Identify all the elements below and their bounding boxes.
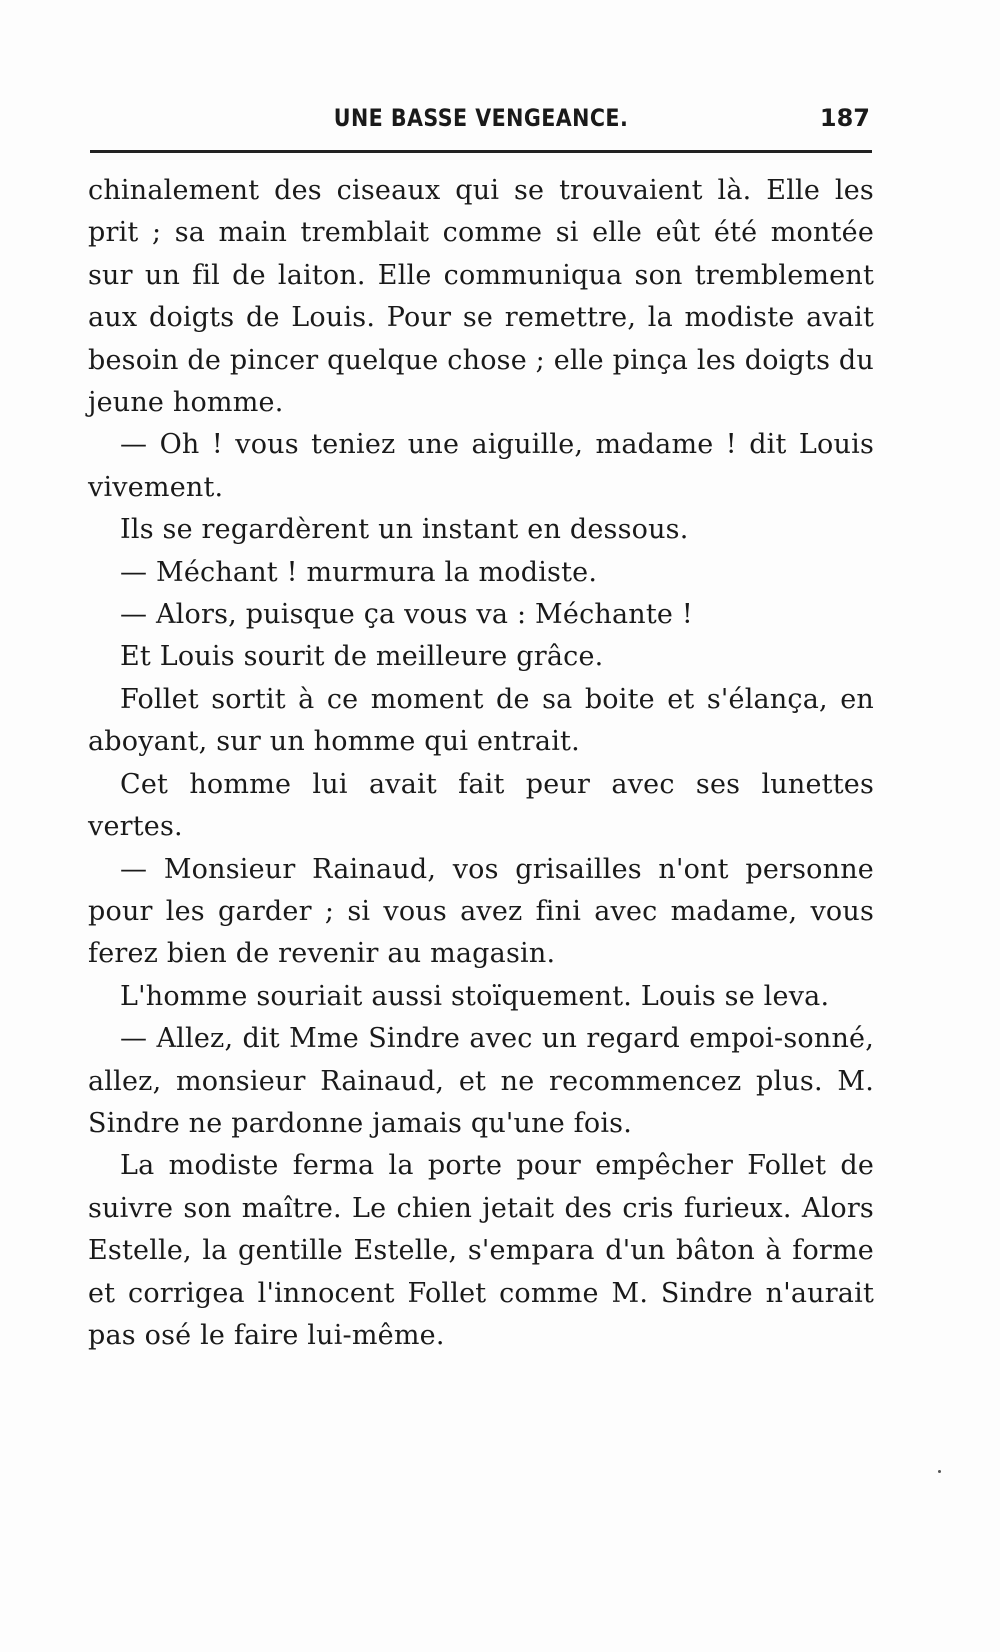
page-header [90,104,872,144]
paragraph-6: Et Louis sourit de meilleure grâce. [120,641,604,673]
paragraph-7: Follet sortit à ce moment de sa boite et s'élança, en aboyant, sur un homme qui entrait. [88,683,874,758]
paragraph-1: chinalement des ciseaux qui se trouvaient là. Elle les prit ; sa main tremblait comme si elle eût été montée sur un fil de laiton. Elle communiqua son tremblement aux doigts de Louis. Pour se remettre, la modiste avait besoin de pincer quelque chose ; elle pinça les doigts du jeune homme. [88,175,874,419]
paragraph-9: — Monsieur Rainaud, vos grisailles n'ont personne pour les garder ; si vous avez fini avec madame, vous ferez bien de revenir au magasin. [88,853,874,970]
paragraph-5: — Alors, puisque ça vous va : Méchante ! [120,599,693,631]
body-text [88,170,874,1357]
paragraph-2: — Oh ! vous teniez une aiguille, madame ! dit Louis vivement. [88,429,874,503]
paragraph-12: La modiste ferma la porte pour empêcher Follet de suivre son maître. Le chien jetait des cris furieux. Alors Estelle, la gentille Estelle, s'empara d'un bâton à forme et corrigea l'innocent Follet comme M. Sindre n'aurait pas osé le faire lui-même. [88,1150,874,1351]
page-number: 187 [819,104,870,132]
paragraph-8: Cet homme lui avait fait peur avec ses lunettes vertes. [88,768,874,843]
paragraph-3: Ils se regardèrent un instant en dessous. [120,514,689,546]
scan-speck [938,1470,941,1473]
header-rule [90,150,872,153]
paragraph-4: — Méchant ! murmura la modiste. [120,556,598,588]
running-title: UNE BASSE VENGEANCE. [333,104,629,132]
paragraph-10: L'homme souriait aussi stoïquement. Louis se leva. [120,980,830,1012]
paragraph-11: — Allez, dit Mme Sindre avec un regard empoi-sonné, allez, monsieur Rainaud, et ne recommencez plus. M. Sindre ne pardonne jamais qu'une fois. [88,1023,874,1139]
